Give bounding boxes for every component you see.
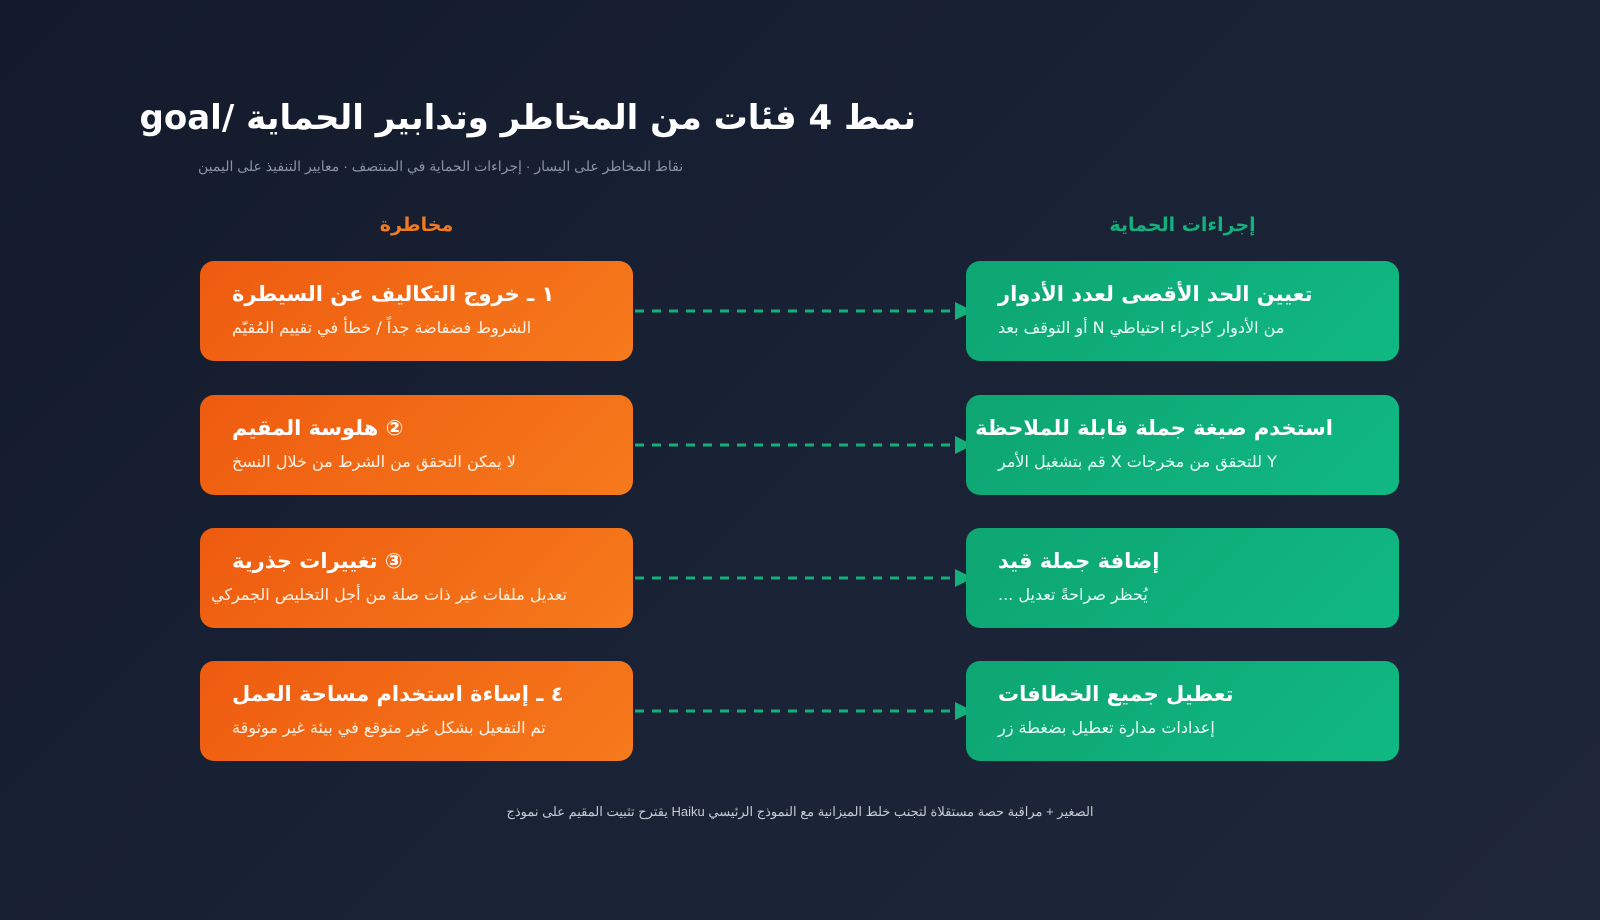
protect-desc-3: يُحظر صراحةً تعديل ... — [998, 585, 1148, 604]
protect-card-4 — [966, 661, 1399, 761]
protect-title-3: إضافة جملة قيد — [998, 549, 1160, 573]
connector-arrow-2 — [633, 435, 973, 455]
risk-title-4: ٤ ـ إساءة استخدام مساحة العمل — [232, 682, 564, 706]
risk-title-3: ③ تغييرات جذرية — [232, 549, 403, 573]
connector-arrow-4 — [633, 701, 973, 721]
protect-card-3 — [966, 528, 1399, 628]
risk-title-1: ١ ـ خروج التكاليف عن السيطرة — [232, 282, 555, 306]
risk-card-1 — [200, 261, 633, 361]
risk-row-1 — [0, 261, 1600, 361]
protect-column-header: إجراءات الحماية — [1109, 214, 1256, 236]
risk-column-header: مخاطرة — [379, 214, 454, 236]
risk-row-4 — [0, 661, 1600, 761]
risk-row-2 — [0, 395, 1600, 495]
page-title: نمط 4 فئات من المخاطر وتدابير الحماية /goal — [139, 98, 916, 138]
risk-row-3 — [0, 528, 1600, 628]
protect-title-1: تعيين الحد الأقصى لعدد الأدوار — [998, 282, 1313, 306]
protect-desc-1: من الأدوار كإجراء احتياطي N أو التوقف بعد — [998, 318, 1285, 337]
risk-card-4 — [200, 661, 633, 761]
connector-arrow-1 — [633, 301, 973, 321]
protect-card-2 — [966, 395, 1399, 495]
risk-card-2 — [200, 395, 633, 495]
protect-desc-4: إعدادات مدارة تعطيل بضغطة زر — [998, 718, 1215, 737]
footer-note: الصغير + مراقبة حصة مستقلاة لتجنب خلط الميزانية مع النموذج الرئيسي Haiku يقترح تثبيت المقيم على نموذج — [506, 804, 1094, 819]
protect-card-1 — [966, 261, 1399, 361]
page-subtitle: نقاط المخاطر على اليسار · إجراءات الحماية في المنتصف · معايير التنفيذ على اليمين — [198, 158, 684, 174]
protect-desc-2: Y للتحقق من مخرجات X قم بتشغيل الأمر — [998, 452, 1277, 471]
risk-desc-4: تم التفعيل بشكل غير متوقع في بيئة غير موثوقة — [232, 718, 546, 737]
risk-card-3 — [200, 528, 633, 628]
risk-title-2: ② هلوسة المقيم — [232, 416, 404, 440]
risk-desc-1: الشروط فضفاضة جداً / خطأ في تقييم المُقيّم — [232, 318, 532, 337]
risk-desc-3: تعديل ملفات غير ذات صلة من أجل التخليص الجمركي — [211, 585, 567, 604]
connector-arrow-3 — [633, 568, 973, 588]
risk-desc-2: لا يمكن التحقق من الشرط من خلال النسخ — [232, 452, 516, 471]
protect-title-2: استخدم صيغة جملة قابلة للملاحظة — [975, 416, 1333, 440]
protect-title-4: تعطيل جميع الخطافات — [998, 682, 1234, 706]
